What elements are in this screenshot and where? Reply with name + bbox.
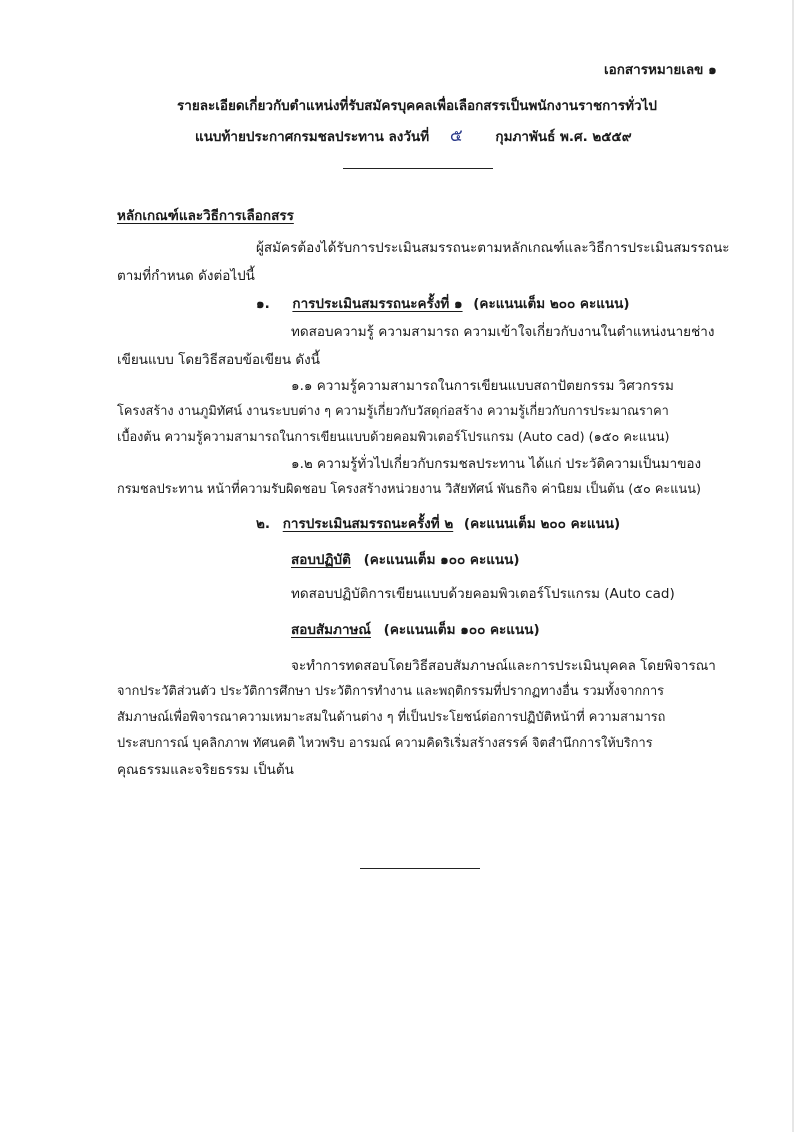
interview-line5: คุณธรรมและจริยธรรม เป็นต้น <box>117 762 294 778</box>
item1-desc-line1: ทดสอบความรู้ ความสามารถ ความเข้าใจเกี่ยวกับงานในตำแหน่งนายช่าง <box>291 324 715 340</box>
header-divider <box>343 168 493 169</box>
title-line2-suffix: กุมภาพันธ์ พ.ศ. ๒๕๕๙ <box>495 129 632 145</box>
document-title-line2 <box>195 126 632 147</box>
interview-heading: สอบสัมภาษณ์ <box>291 622 371 638</box>
interview-line3: สัมภาษณ์เพื่อพิจารณาความเหมาะสมในด้านต่าง ๆ ที่เป็นประโยชน์ต่อการปฏิบัติหน้าที่ ความสามารถ <box>117 710 666 725</box>
item2-number: ๒. <box>256 516 271 532</box>
item1-score: (คะแนนเต็ม ๒๐๐ คะแนน) <box>473 296 630 312</box>
practical-score: (คะแนนเต็ม ๑๐๐ คะแนน) <box>363 552 520 568</box>
scan-edge-shadow <box>792 0 794 1132</box>
interview-heading-row <box>291 620 540 640</box>
interview-line1: จะทำการทดสอบโดยวิธีสอบสัมภาษณ์และการประเมินบุคคล โดยพิจารณา <box>291 658 716 674</box>
title-handwritten-day: ๕ <box>449 126 463 146</box>
item1-sub1-line2: โครงสร้าง งานภูมิทัศน์ งานระบบต่าง ๆ ความรู้เกี่ยวกับวัสดุก่อสร้าง ความรู้เกี่ยวกับการประมาณราคา <box>117 404 669 419</box>
document-number: เอกสารหมายเลข ๑ <box>604 62 717 78</box>
interview-line2: จากประวัติส่วนตัว ประวัติการศึกษา ประวัติการทำงาน และพฤติกรรมที่ปรากฏทางอื่น รวมทั้งจากการ <box>117 684 665 699</box>
item2-heading-row <box>256 514 620 534</box>
item1-heading: การประเมินสมรรถนะครั้งที่ ๑ <box>292 296 463 312</box>
interview-line4: ประสบการณ์ บุคลิกภาพ ทัศนคติ ไหวพริบ อารมณ์ ความคิดริเริ่มสร้างสรรค์ จิตสำนึกการให้บริการ <box>117 736 653 751</box>
item2-heading: การประเมินสมรรถนะครั้งที่ ๒ <box>282 516 454 532</box>
intro-line2: ตามที่กำหนด ดังต่อไปนี้ <box>117 268 255 284</box>
footer-divider <box>360 868 480 869</box>
practical-desc: ทดสอบปฏิบัติการเขียนแบบด้วยคอมพิวเตอร์โปรแกรม (Auto cad) <box>291 586 675 602</box>
item1-sub2-line2: กรมชลประทาน หน้าที่ความรับผิดชอบ โครงสร้างหน่วยงาน วิสัยทัศน์ พันธกิจ ค่านิยม เป็นต้น (๕๐ คะแนน) <box>117 482 701 497</box>
section-heading: หลักเกณฑ์และวิธีการเลือกสรร <box>117 208 294 224</box>
title-line2-prefix: แนบท้ายประกาศกรมชลประทาน ลงวันที่ <box>195 129 430 145</box>
practical-heading: สอบปฏิบัติ <box>291 552 351 568</box>
practical-heading-row <box>291 550 520 570</box>
item1-desc-line2: เขียนแบบ โดยวิธีสอบข้อเขียน ดังนี้ <box>117 352 320 368</box>
item2-score: (คะแนนเต็ม ๒๐๐ คะแนน) <box>463 516 621 532</box>
item1-sub1-line1: ๑.๑ ความรู้ความสามารถในการเขียนแบบสถาปัตยกรรม วิศวกรรม <box>291 378 674 394</box>
item1-sub2-line1: ๑.๒ ความรู้ทั่วไปเกี่ยวกับกรมชลประทาน ได้แก่ ประวัติความเป็นมาของ <box>291 456 702 472</box>
item1-heading-row <box>256 294 630 314</box>
item1-number: ๑. <box>256 296 270 312</box>
document-title-line1: รายละเอียดเกี่ยวกับตำแหน่งที่รับสมัครบุคคลเพื่อเลือกสรรเป็นพนักงานราชการทั่วไป <box>177 98 657 114</box>
item1-sub1-line3: เบื้องต้น ความรู้ความสามารถในการเขียนแบบด้วยคอมพิวเตอร์โปรแกรม (Auto cad) (๑๕๐ คะแนน) <box>117 430 670 445</box>
interview-score: (คะแนนเต็ม ๑๐๐ คะแนน) <box>383 622 540 638</box>
intro-line1: ผู้สมัครต้องได้รับการประเมินสมรรถนะตามหลักเกณฑ์และวิธีการประเมินสมรรถนะ <box>256 240 730 256</box>
